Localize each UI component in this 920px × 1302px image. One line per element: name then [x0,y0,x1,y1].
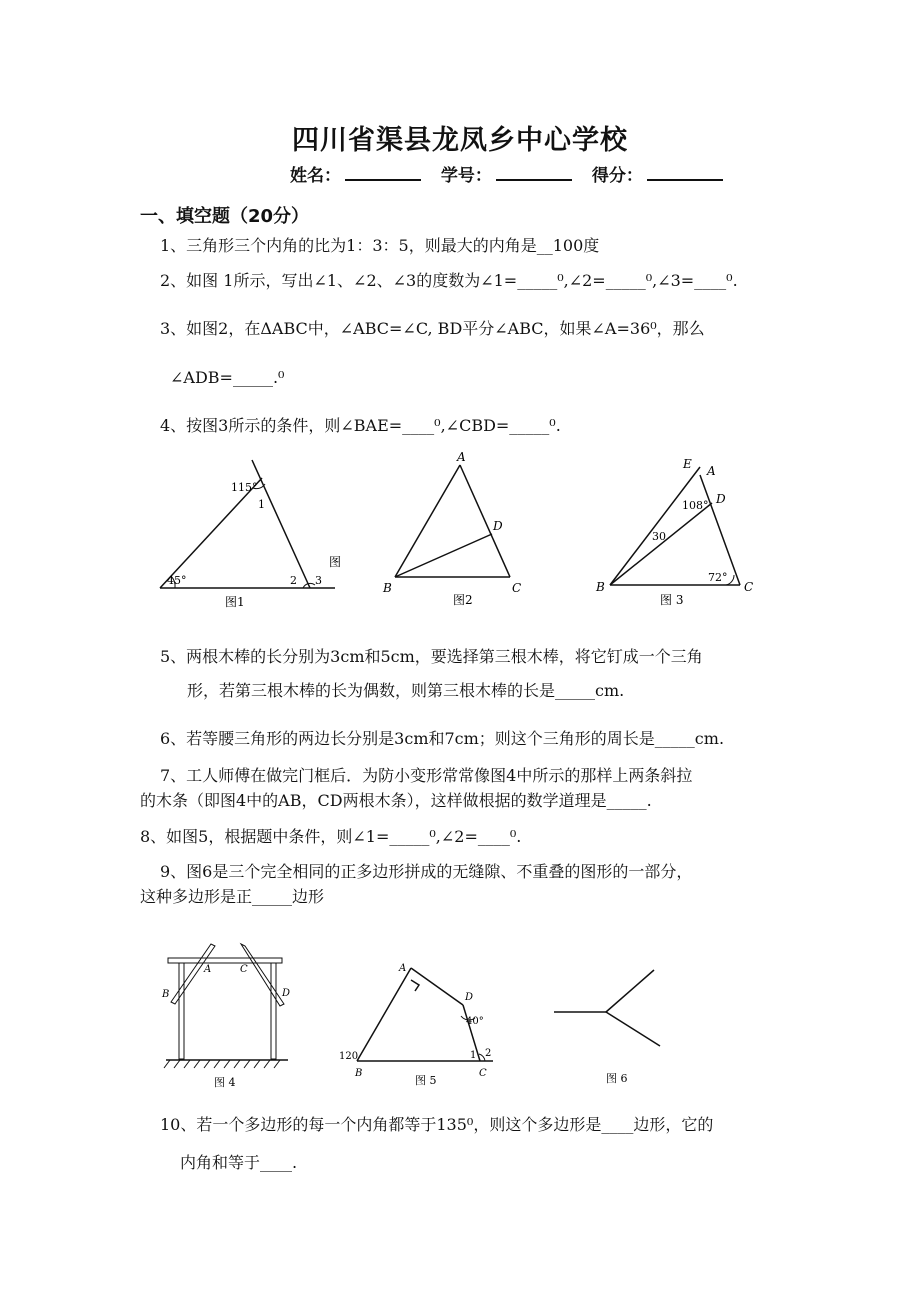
fig3-label-e: E [683,457,692,471]
question-9-line-2: 这种多边形是正_____边形 [140,887,325,906]
fig2-caption: 图2 [453,593,473,607]
fig2-label-d: D [493,519,503,533]
fig4-label-b: B [162,989,170,1000]
fig3-angle-72: 72° [708,571,728,584]
score-label: 得分： [591,166,643,186]
question-3-line-1: 3、如图2，在ΔABC中，∠ABC=∠C, BD平分∠ABC，如果∠A=36⁰，那么 [160,319,705,338]
section-heading: 一、填空题（20分） [140,206,310,227]
fig3-caption: 图 3 [660,593,684,607]
question-6: 6、若等腰三角形的两边长分别是3cm和7cm；则这个三角形的周长是_____cm. [160,729,725,748]
question-7-line-2: 的木条（即图4中的AB，CD两根木条），这样做根据的数学道理是_____. [140,791,652,810]
fig3-label-d: D [716,492,726,506]
question-1: 1、三角形三个内角的比为1：3：5，则最大的内角是__100度 [160,236,600,255]
student-info-line [290,161,737,186]
fig3-angle-30: 30 [652,530,666,543]
fig4-label-a: A [204,964,212,975]
fig3-label-c: C [744,580,754,594]
fig2-label-c: C [512,581,522,595]
figure-2 [375,450,535,610]
figure-3 [590,455,765,610]
question-8: 8、如图5，根据题中条件，则∠1=_____⁰,∠2=____⁰. [140,827,522,846]
fig6-caption: 图 6 [606,1072,628,1085]
fig1-label-1: 1 [258,498,265,511]
fig1-side-note: 图 [329,555,342,569]
fig5-label-c: C [479,1068,487,1079]
question-10-line-2: 内角和等于____. [180,1153,298,1172]
id-label: 学号： [440,166,492,186]
fig5-label-2: 2 [485,1048,492,1059]
fig3-angle-108: 108° [682,499,709,512]
question-5-line-2: 形，若第三根木棒的长为偶数，则第三根木棒的长是_____cm. [187,681,625,700]
fig5-label-b: B [355,1068,363,1079]
question-3-line-2: ∠ADB=_____.⁰ [170,368,285,387]
fig1-angle-115: 115° [231,481,258,494]
fig2-label-b: B [383,581,392,595]
question-9-line-1: 9、图6是三个完全相同的正多边形拼成的无缝隙、不重叠的图形的一部分， [160,862,693,881]
figure-5 [335,958,505,1090]
fig5-label-a: A [399,963,407,974]
fig4-label-c: C [240,964,248,975]
page-title: 四川省渠县龙凤乡中心学校 [292,125,628,156]
fig4-label-d: D [282,988,291,999]
fig3-label-b: B [596,580,605,594]
question-10-line-1: 10、若一个多边形的每一个内角都等于135⁰，则这个多边形是____边形，它的 [160,1115,714,1134]
name-blank[interactable] [345,165,421,181]
fig5-label-1: 1 [470,1050,477,1061]
name-label: 姓名： [290,166,341,186]
fig3-label-a: A [707,464,716,478]
figure-1 [155,458,355,613]
fig1-caption: 图1 [225,595,245,609]
question-7-line-1: 7、工人师傅在做完门框后．为防小变形常常像图4中所示的那样上两条斜拉 [160,766,693,785]
id-blank[interactable] [496,165,572,181]
fig5-label-d: D [465,992,474,1003]
question-5-line-1: 5、两根木棒的长分别为3cm和5cm，要选择第三根木棒，将它钉成一个三角 [160,647,703,666]
fig4-caption: 图 4 [214,1076,236,1089]
fig5-caption: 图 5 [415,1074,437,1087]
fig2-label-a: A [457,450,466,464]
question-4: 4、按图3所示的条件，则∠BAE=____⁰,∠CBD=_____⁰. [160,416,561,435]
fig1-label-3: 3 [315,574,322,587]
fig1-label-2: 2 [290,574,297,587]
question-2: 2、如图 1所示，写出∠1、∠2、∠3的度数为∠1=_____⁰,∠2=_____⁰,∠3=____⁰. [160,271,738,290]
score-blank[interactable] [647,165,723,181]
figure-4 [158,940,293,1090]
fig5-angle-120: 120 [339,1051,359,1062]
figure-6 [550,960,680,1090]
fig5-angle-40: 40° [466,1016,484,1027]
fig1-angle-45: 45° [167,574,187,587]
